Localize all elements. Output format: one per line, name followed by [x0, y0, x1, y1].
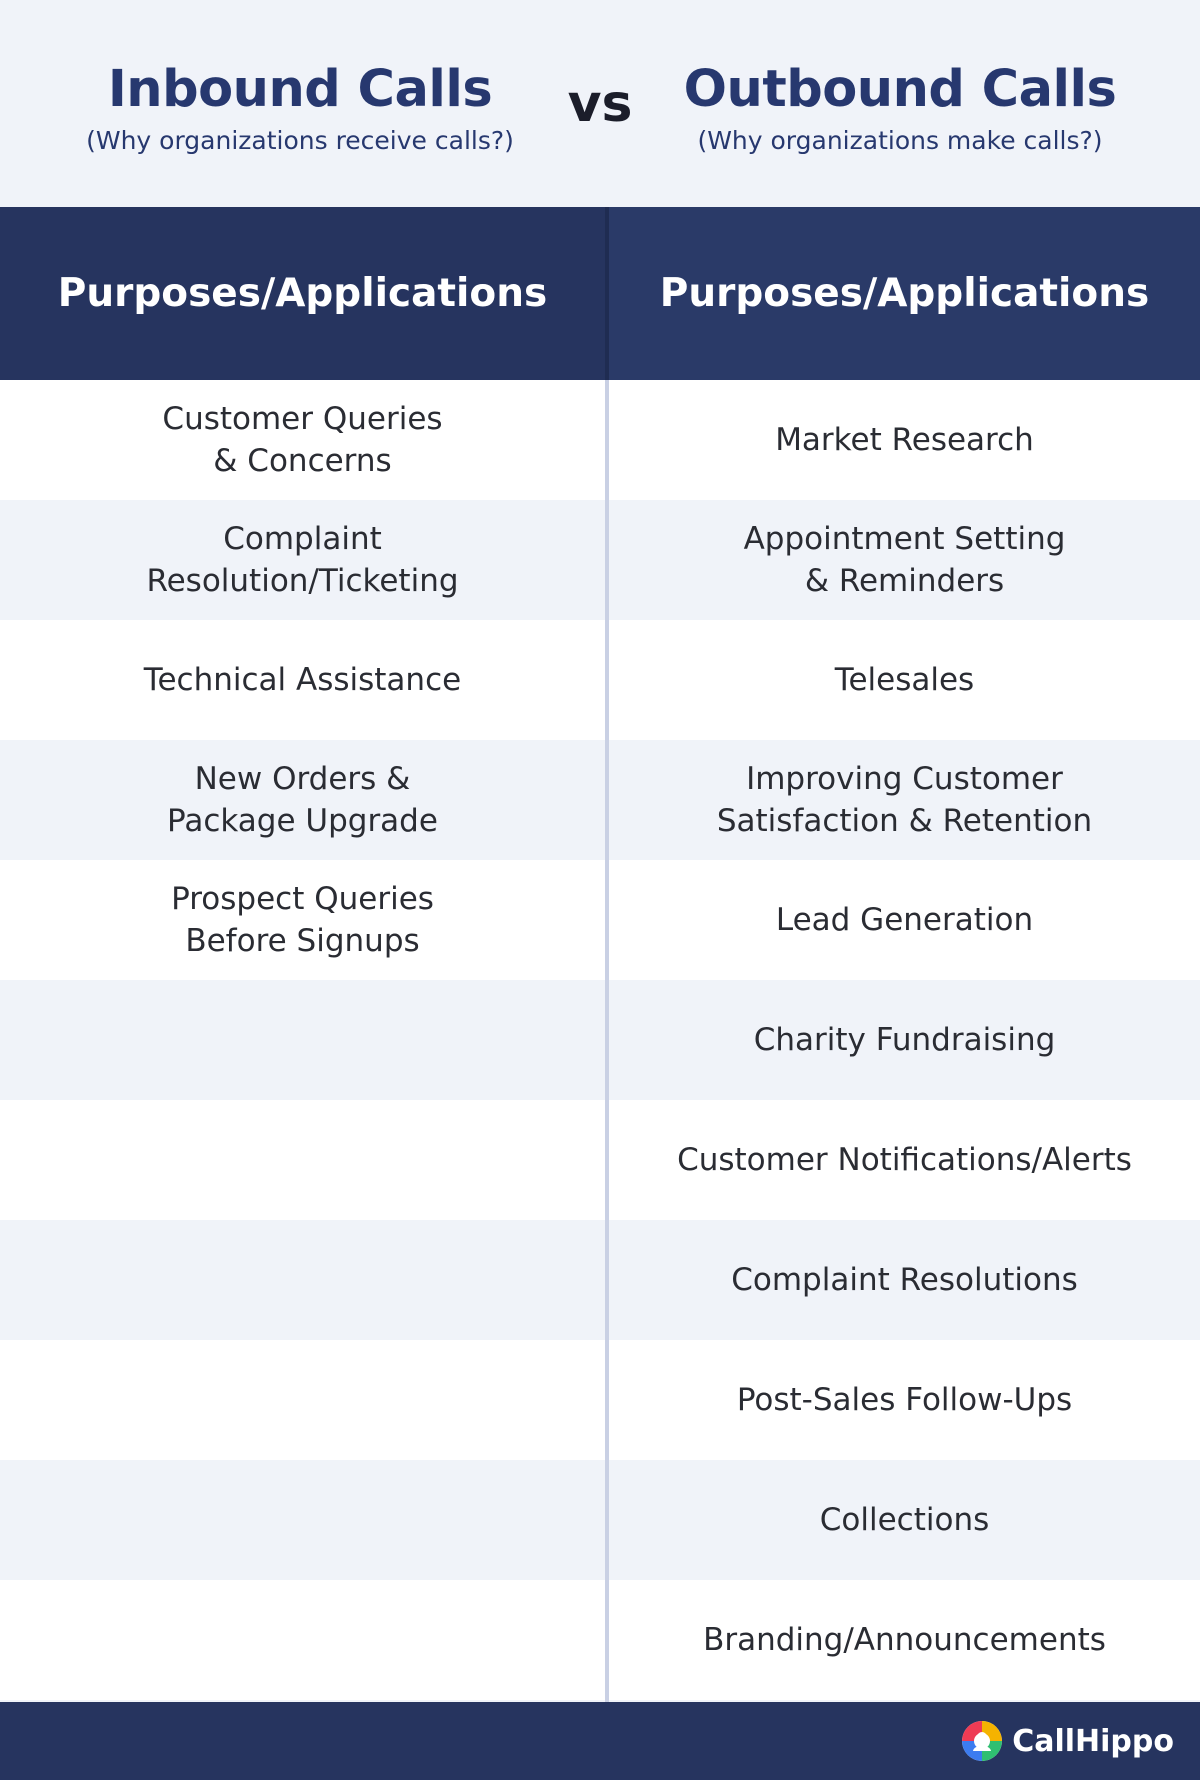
outbound-title: Outbound Calls — [683, 60, 1117, 119]
inbound-column-heading: Purposes/Applications — [57, 271, 548, 316]
table-row — [0, 860, 1200, 980]
inbound-cell: Customer Queries & Concerns — [162, 401, 443, 479]
inbound-cell — [0, 1340, 605, 1460]
vs-label: vs — [567, 74, 633, 134]
inbound-cell: Technical Assistance — [143, 662, 462, 698]
inbound-cell — [0, 1100, 605, 1220]
table-row — [0, 1340, 1200, 1460]
callhippo-logo-icon — [960, 1719, 1004, 1763]
table-row — [0, 1100, 1200, 1220]
outbound-cell: Branding/Announcements — [703, 1622, 1106, 1658]
outbound-subtitle: (Why organizations make calls?) — [697, 126, 1103, 155]
outbound-cell: Lead Generation — [775, 902, 1034, 938]
outbound-heading — [640, 58, 1160, 158]
table-row — [0, 1580, 1200, 1700]
column-divider — [605, 380, 609, 1702]
table-row — [0, 980, 1200, 1100]
header — [0, 0, 1200, 207]
inbound-heading — [40, 58, 560, 158]
outbound-cell: Charity Fundraising — [753, 1022, 1056, 1058]
outbound-cell: Customer Notifications/Alerts — [677, 1142, 1132, 1178]
table-row — [0, 380, 1200, 500]
table-row — [0, 1460, 1200, 1580]
outbound-cell: Appointment Setting & Reminders — [743, 521, 1066, 599]
comparison-table — [0, 380, 1200, 1700]
footer — [0, 1702, 1200, 1780]
inbound-cell: Complaint Resolution/Ticketing — [146, 521, 459, 599]
brand — [960, 1718, 1174, 1764]
outbound-cell: Post-Sales Follow-Ups — [736, 1382, 1073, 1418]
outbound-cell: Collections — [819, 1502, 990, 1538]
outbound-column-heading: Purposes/Applications — [609, 207, 1200, 380]
inbound-cell: Prospect Queries Before Signups — [171, 881, 434, 959]
table-row — [0, 1220, 1200, 1340]
inbound-cell — [0, 1460, 605, 1580]
inbound-cell — [0, 1580, 605, 1700]
inbound-cell — [0, 1220, 605, 1340]
outbound-cell: Telesales — [834, 662, 975, 698]
table-row — [0, 740, 1200, 860]
brand-name: CallHippo — [1012, 1723, 1174, 1759]
inbound-cell: New Orders & Package Upgrade — [167, 761, 438, 839]
outbound-cell: Market Research — [775, 422, 1034, 458]
inbound-cell — [0, 980, 605, 1100]
inbound-title: Inbound Calls — [107, 60, 493, 119]
table-row — [0, 500, 1200, 620]
outbound-cell: Improving Customer Satisfaction & Retention — [716, 761, 1093, 839]
inbound-subtitle: (Why organizations receive calls?) — [86, 126, 514, 155]
outbound-cell: Complaint Resolutions — [731, 1262, 1078, 1298]
column-header-band — [0, 207, 1200, 380]
table-row — [0, 620, 1200, 740]
